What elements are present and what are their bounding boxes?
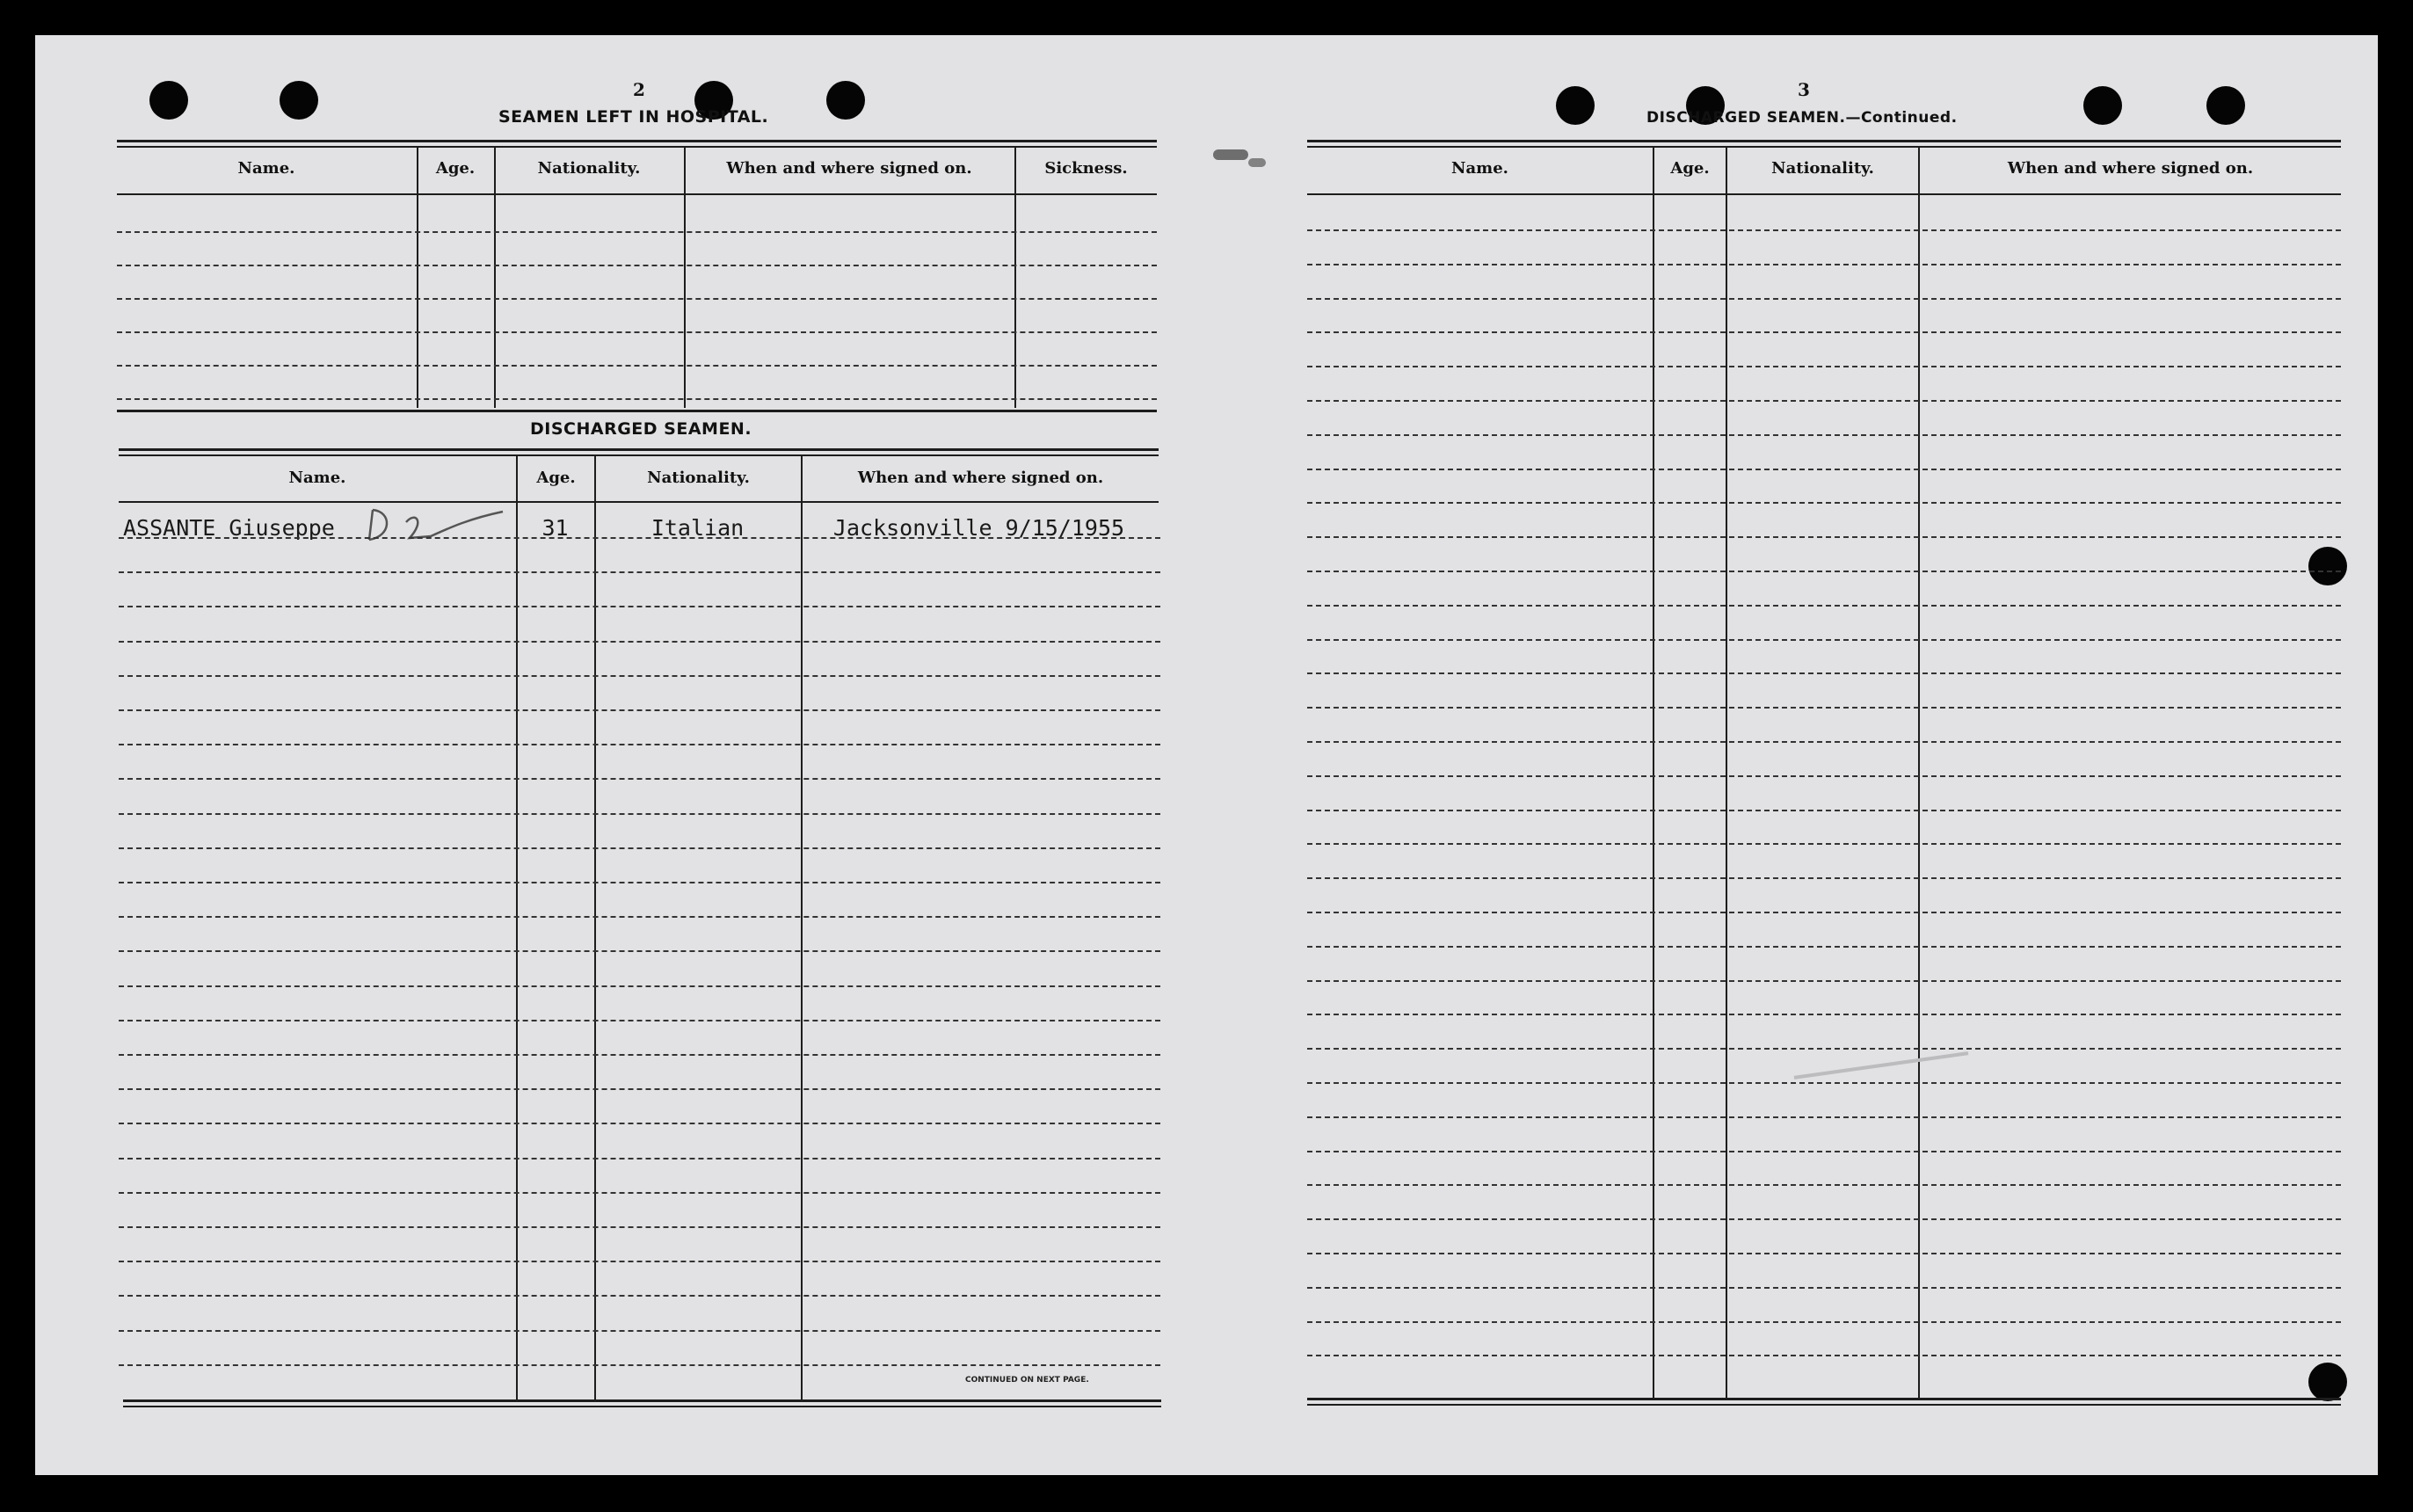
dotted-row-line: [119, 641, 1160, 643]
dotted-row-line: [119, 847, 1160, 849]
faint-stamp-mark: [1794, 1051, 1969, 1079]
column-divider: [684, 147, 686, 408]
dotted-row-line: [119, 882, 1160, 883]
dotted-row-line: [1307, 605, 2341, 607]
dotted-row-line: [119, 1226, 1160, 1228]
dotted-row-line: [1307, 775, 2341, 777]
dotted-row-line: [1307, 1184, 2341, 1186]
right-page-title: DISCHARGED SEAMEN.—Continued.: [1646, 109, 1958, 127]
dotted-row-line: [119, 985, 1160, 987]
dotted-row-line: [119, 571, 1160, 573]
dotted-row-line: [1307, 1151, 2341, 1152]
col-header-signed-on: When and where signed on.: [2007, 159, 2254, 178]
dotted-row-line: [1307, 1218, 2341, 1220]
dotted-row-line: [1307, 843, 2341, 845]
col-header-signed-on: When and where signed on.: [726, 159, 972, 178]
dotted-row-line: [1307, 1253, 2341, 1254]
dotted-row-line: [119, 537, 1160, 539]
ink-smudge: [1248, 158, 1266, 167]
dotted-row-line: [1307, 672, 2341, 674]
column-divider: [1918, 147, 1920, 1399]
dotted-row-line: [1307, 1116, 2341, 1118]
punch-hole: [149, 81, 188, 120]
dotted-row-line: [117, 265, 1157, 266]
seaman-age: 31: [541, 515, 569, 541]
page-number-right: 3: [1798, 79, 1810, 100]
rule: [119, 501, 1159, 503]
hospital-section-title: SEAMEN LEFT IN HOSPITAL.: [498, 107, 769, 127]
dotted-row-line: [119, 1261, 1160, 1262]
punch-hole: [2206, 86, 2245, 125]
dotted-row-line: [1307, 1048, 2341, 1050]
dotted-row-line: [119, 1295, 1160, 1297]
dotted-row-line: [1307, 1287, 2341, 1289]
dotted-row-line: [1307, 298, 2341, 300]
column-divider: [1653, 147, 1654, 1399]
dotted-row-line: [1307, 912, 2341, 913]
rule: [123, 1399, 1161, 1402]
dotted-row-line: [1307, 1321, 2341, 1323]
punch-hole: [826, 81, 865, 120]
dotted-row-line: [119, 709, 1160, 711]
dotted-row-line: [1307, 1082, 2341, 1084]
col-header-name: Name.: [237, 159, 295, 178]
rule: [1307, 140, 2341, 142]
col-header-age: Age.: [1670, 159, 1710, 178]
rule: [1307, 1404, 2341, 1406]
rule: [1307, 193, 2341, 195]
dotted-row-line: [119, 675, 1160, 677]
dotted-row-line: [119, 1088, 1160, 1090]
dotted-row-line: [117, 331, 1157, 333]
col-header-name: Name.: [288, 469, 346, 487]
dotted-row-line: [1307, 502, 2341, 504]
dotted-row-line: [1307, 980, 2341, 982]
dotted-row-line: [1307, 571, 2341, 572]
dotted-row-line: [1307, 331, 2341, 333]
punch-hole: [280, 81, 318, 120]
dotted-row-line: [119, 950, 1160, 952]
footer-note: CONTINUED ON NEXT PAGE.: [965, 1376, 1089, 1385]
dotted-row-line: [119, 606, 1160, 607]
dotted-row-line: [1307, 877, 2341, 879]
column-divider: [417, 147, 418, 408]
column-divider: [594, 455, 596, 1399]
dotted-row-line: [1307, 366, 2341, 367]
document-sheet: [35, 35, 2378, 1475]
dotted-row-line: [119, 778, 1160, 780]
dotted-row-line: [117, 231, 1157, 233]
dotted-row-line: [1307, 400, 2341, 402]
punch-hole: [2308, 547, 2347, 585]
page-number-left: 2: [633, 79, 645, 100]
dotted-row-line: [1307, 707, 2341, 709]
seaman-nationality: Italian: [650, 515, 745, 541]
column-divider: [1014, 147, 1016, 408]
rule: [119, 448, 1159, 451]
seaman-signed-on: Jacksonville 9/15/1955: [832, 515, 1125, 541]
rule: [117, 140, 1157, 142]
dotted-row-line: [117, 365, 1157, 367]
col-header-sickness: Sickness.: [1044, 159, 1128, 178]
col-header-nationality: Nationality.: [1771, 159, 1874, 178]
dotted-row-line: [119, 916, 1160, 918]
col-header-name: Name.: [1451, 159, 1508, 178]
rule: [119, 454, 1159, 456]
col-header-signed-on: When and where signed on.: [857, 469, 1104, 487]
punch-hole: [2308, 1363, 2347, 1401]
dotted-row-line: [1307, 1355, 2341, 1356]
dotted-row-line: [1307, 536, 2341, 538]
dotted-row-line: [119, 744, 1160, 745]
dotted-row-line: [119, 813, 1160, 815]
dotted-row-line: [119, 1123, 1160, 1124]
dotted-row-line: [1307, 946, 2341, 948]
discharged-section-title: DISCHARGED SEAMEN.: [530, 419, 752, 439]
dotted-row-line: [1307, 469, 2341, 470]
punch-hole: [2083, 86, 2122, 125]
column-divider: [801, 455, 803, 1399]
dotted-row-line: [1307, 810, 2341, 811]
rule: [1307, 146, 2341, 148]
dotted-row-line: [1307, 434, 2341, 436]
dotted-row-line: [119, 1158, 1160, 1159]
column-divider: [1726, 147, 1727, 1399]
dotted-row-line: [119, 1054, 1160, 1056]
dotted-row-line: [119, 1330, 1160, 1332]
col-header-age: Age.: [536, 469, 576, 487]
dotted-row-line: [1307, 1014, 2341, 1015]
dotted-row-line: [119, 1020, 1160, 1021]
column-divider: [516, 455, 518, 1399]
dotted-row-line: [1307, 741, 2341, 743]
rule: [117, 410, 1157, 412]
rule: [1307, 1398, 2341, 1400]
dotted-row-line: [1307, 264, 2341, 265]
dotted-row-line: [1307, 639, 2341, 641]
rule: [123, 1406, 1161, 1407]
col-header-nationality: Nationality.: [537, 159, 641, 178]
dotted-row-line: [119, 1192, 1160, 1194]
ink-smudge: [1213, 149, 1248, 160]
dotted-row-line: [117, 298, 1157, 300]
column-divider: [494, 147, 496, 408]
handwritten-mark: [362, 501, 512, 554]
seaman-name: ASSANTE Giuseppe: [123, 515, 335, 541]
rule: [117, 146, 1157, 148]
dotted-row-line: [119, 1364, 1160, 1366]
dotted-row-line: [1307, 229, 2341, 231]
punch-hole: [1556, 86, 1595, 125]
rule: [117, 193, 1157, 195]
dotted-row-line: [117, 398, 1157, 400]
col-header-age: Age.: [435, 159, 476, 178]
col-header-nationality: Nationality.: [647, 469, 750, 487]
